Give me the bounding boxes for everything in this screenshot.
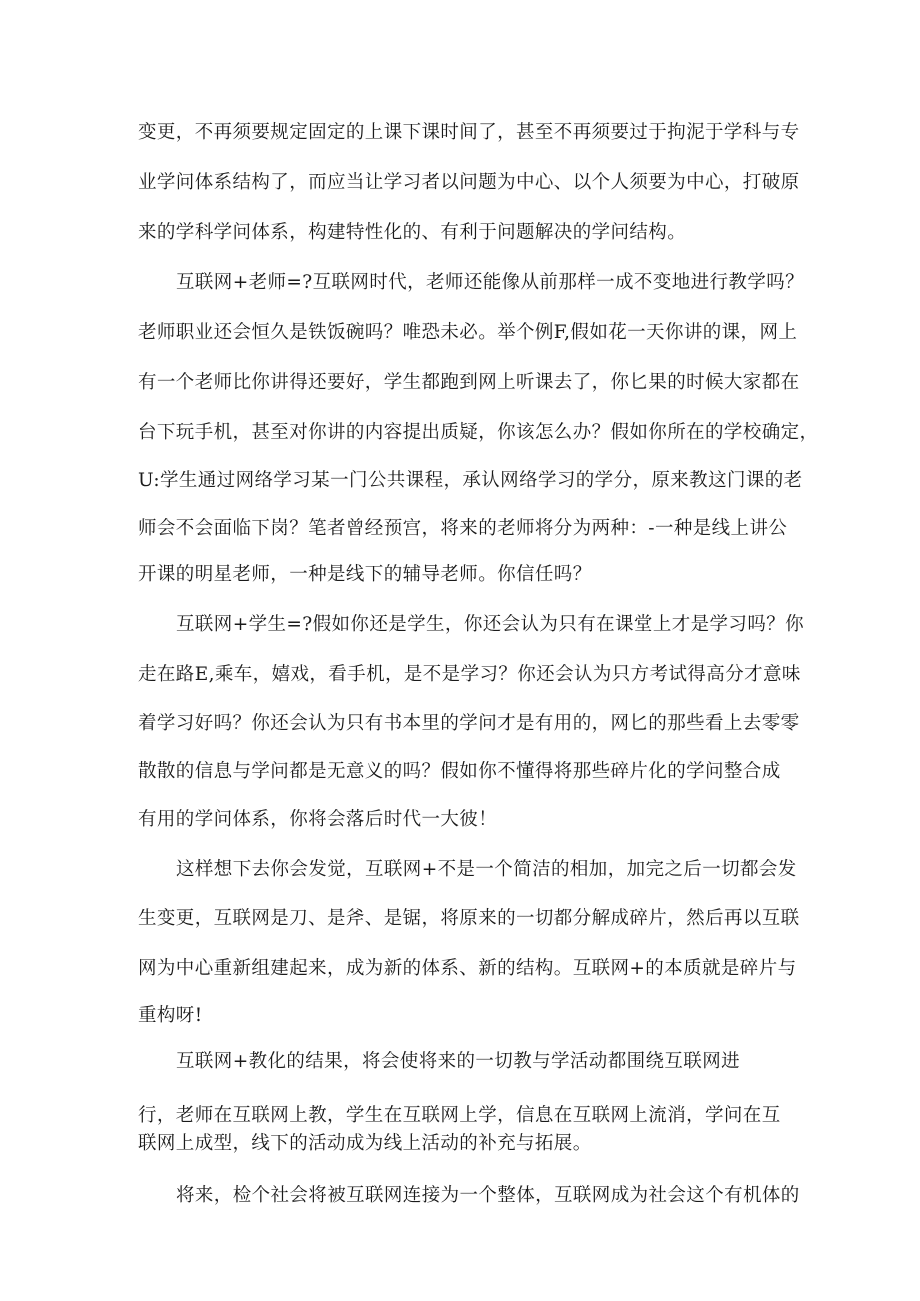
paragraph-start-line: 互联网+教化的结果，将会使将来的一切教与学活动都围绕互联网进 xyxy=(176,1051,741,1072)
text-line: 重构呀! xyxy=(138,1005,203,1026)
text-line: 老师职业还会恒久是铁饭碗吗？唯恐未必。举个例F,假如花一天你讲的课，网上 xyxy=(138,322,798,343)
text-line: 网为中心重新组建起来，成为新的体系、新的结构。互联网+的本质就是碎片与 xyxy=(138,958,797,979)
text-line: 着学习好吗？你还会认为只有书本里的学问才是有用的，网匕的那些看上去零零 xyxy=(138,713,800,734)
text-line: 台下玩手机，甚至对你讲的内容提出质疑，你该怎么办？假如你所在的学校确定， xyxy=(138,422,819,443)
text-line: 师会不会面临下岗？笔者曾经预宫，将来的老师将分为两种：-一种是线上讲公 xyxy=(138,518,788,539)
text-line: U:学生通过网络学习某一门公共课程，承认网络学习的学分，原来教这门课的老 xyxy=(138,470,803,491)
text-line: 联网上成型，线下的活动成为线上活动的补充与拓展。 xyxy=(138,1133,592,1154)
text-line: 生变更，互联网是刀、是斧、是锯，将原来的一切都分解成碎片，然后再以互联 xyxy=(138,908,800,929)
paragraph-start-line: 互联网+老师=?互联网时代，老师还能像从前那样一成不变地进行教学吗？ xyxy=(176,272,805,293)
text-line: 行，老师在互联网上教，学生在互联网上学，信息在互联网上流消，学问在互 xyxy=(138,1105,781,1126)
text-line: 散散的信息与学问都是无意义的吗？假如你不懂得将那些碎片化的学问整合成 xyxy=(138,761,781,782)
text-line: 开课的明星老师，一种是线下的辅导老师。你信任吗？ xyxy=(138,564,592,585)
paragraph-start-line: 这样想下去你会发觉，互联网+不是一个简洁的相加，加完之后一切都会发 xyxy=(176,859,797,880)
paragraph-start-line: 将来，检个社会将被互联网连接为一个整体，互联网成为社会这个有机体的 xyxy=(176,1185,800,1206)
text-line: 有用的学问体系，你将会落后时代一大彼！ xyxy=(138,809,498,830)
text-line: 有一个老师比你讲得还要好，学生都跑到网上听课去了，你匕果的时候大家都在 xyxy=(138,372,800,393)
text-line: 变更，不再须要规定固定的上课下课时间了，甚至不再须要过于拘泥于学科与专 xyxy=(138,122,800,143)
text-line: 走在路E,乘车，嬉戏，看手机，是不是学习？你还会认为只方考试得高分才意味 xyxy=(138,664,801,685)
text-line: 来的学科学问体系，构建特性化的、有利于问题解决的学问结构。 xyxy=(138,222,687,243)
text-line: 业学问体系结构了，而应当让学习者以问题为中心、以个人须要为中心，打破原 xyxy=(138,172,800,193)
paragraph-start-line: 互联网+学生=?假如你还是学生，你还会认为只有在课堂上才是学习吗？你 xyxy=(176,614,805,635)
